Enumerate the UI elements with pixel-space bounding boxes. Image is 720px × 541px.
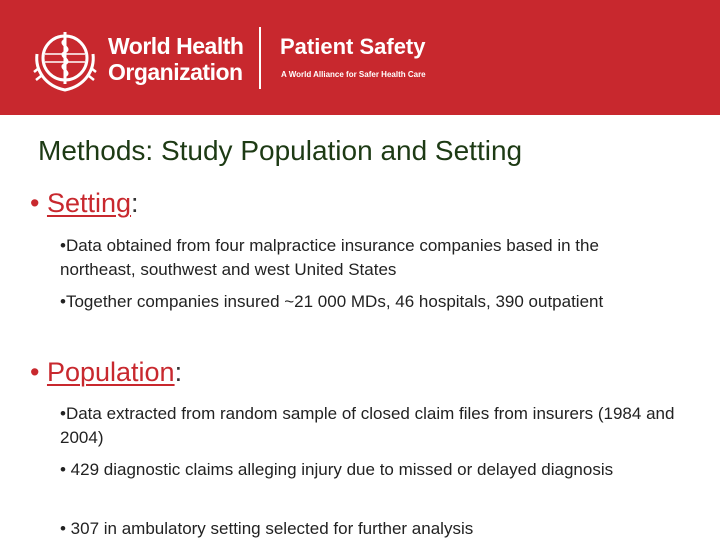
section-setting-label: Setting [46, 188, 132, 218]
organization-name [108, 33, 243, 85]
setting-item-1: •Data obtained from four malpractice insurance companies based in the northeast, southwest and west United States [60, 236, 599, 279]
program-title: Patient Safety [280, 34, 426, 59]
who-emblem-icon [29, 24, 101, 96]
population-item-1: •Data extracted from random sample of closed claim files from insurers (1984 and 2004) [60, 404, 675, 447]
section-bullet: • [30, 188, 40, 218]
section-setting-heading [30, 188, 139, 219]
header-banner [0, 0, 720, 115]
section-population-heading [30, 357, 182, 388]
header-divider [259, 27, 261, 89]
section-colon: : [174, 357, 183, 387]
program-tagline: A World Alliance for Safer Health Care [281, 70, 426, 79]
slide-title: Methods: Study Population and Setting [38, 135, 523, 166]
section-bullet: • [30, 357, 40, 387]
section-colon: : [131, 188, 139, 218]
population-item-2: • 429 diagnostic claims alleging injury due to missed or delayed diagnosis [60, 460, 614, 479]
population-item-3: • 307 in ambulatory setting selected for further analysis [60, 519, 474, 538]
organization-name-line1: World Health [108, 33, 244, 59]
organization-name-line2: Organization [108, 59, 243, 85]
setting-item-2: •Together companies insured ~21 000 MDs, 46 hospitals, 390 outpatient [60, 292, 604, 311]
section-population-label: Population [46, 357, 175, 387]
